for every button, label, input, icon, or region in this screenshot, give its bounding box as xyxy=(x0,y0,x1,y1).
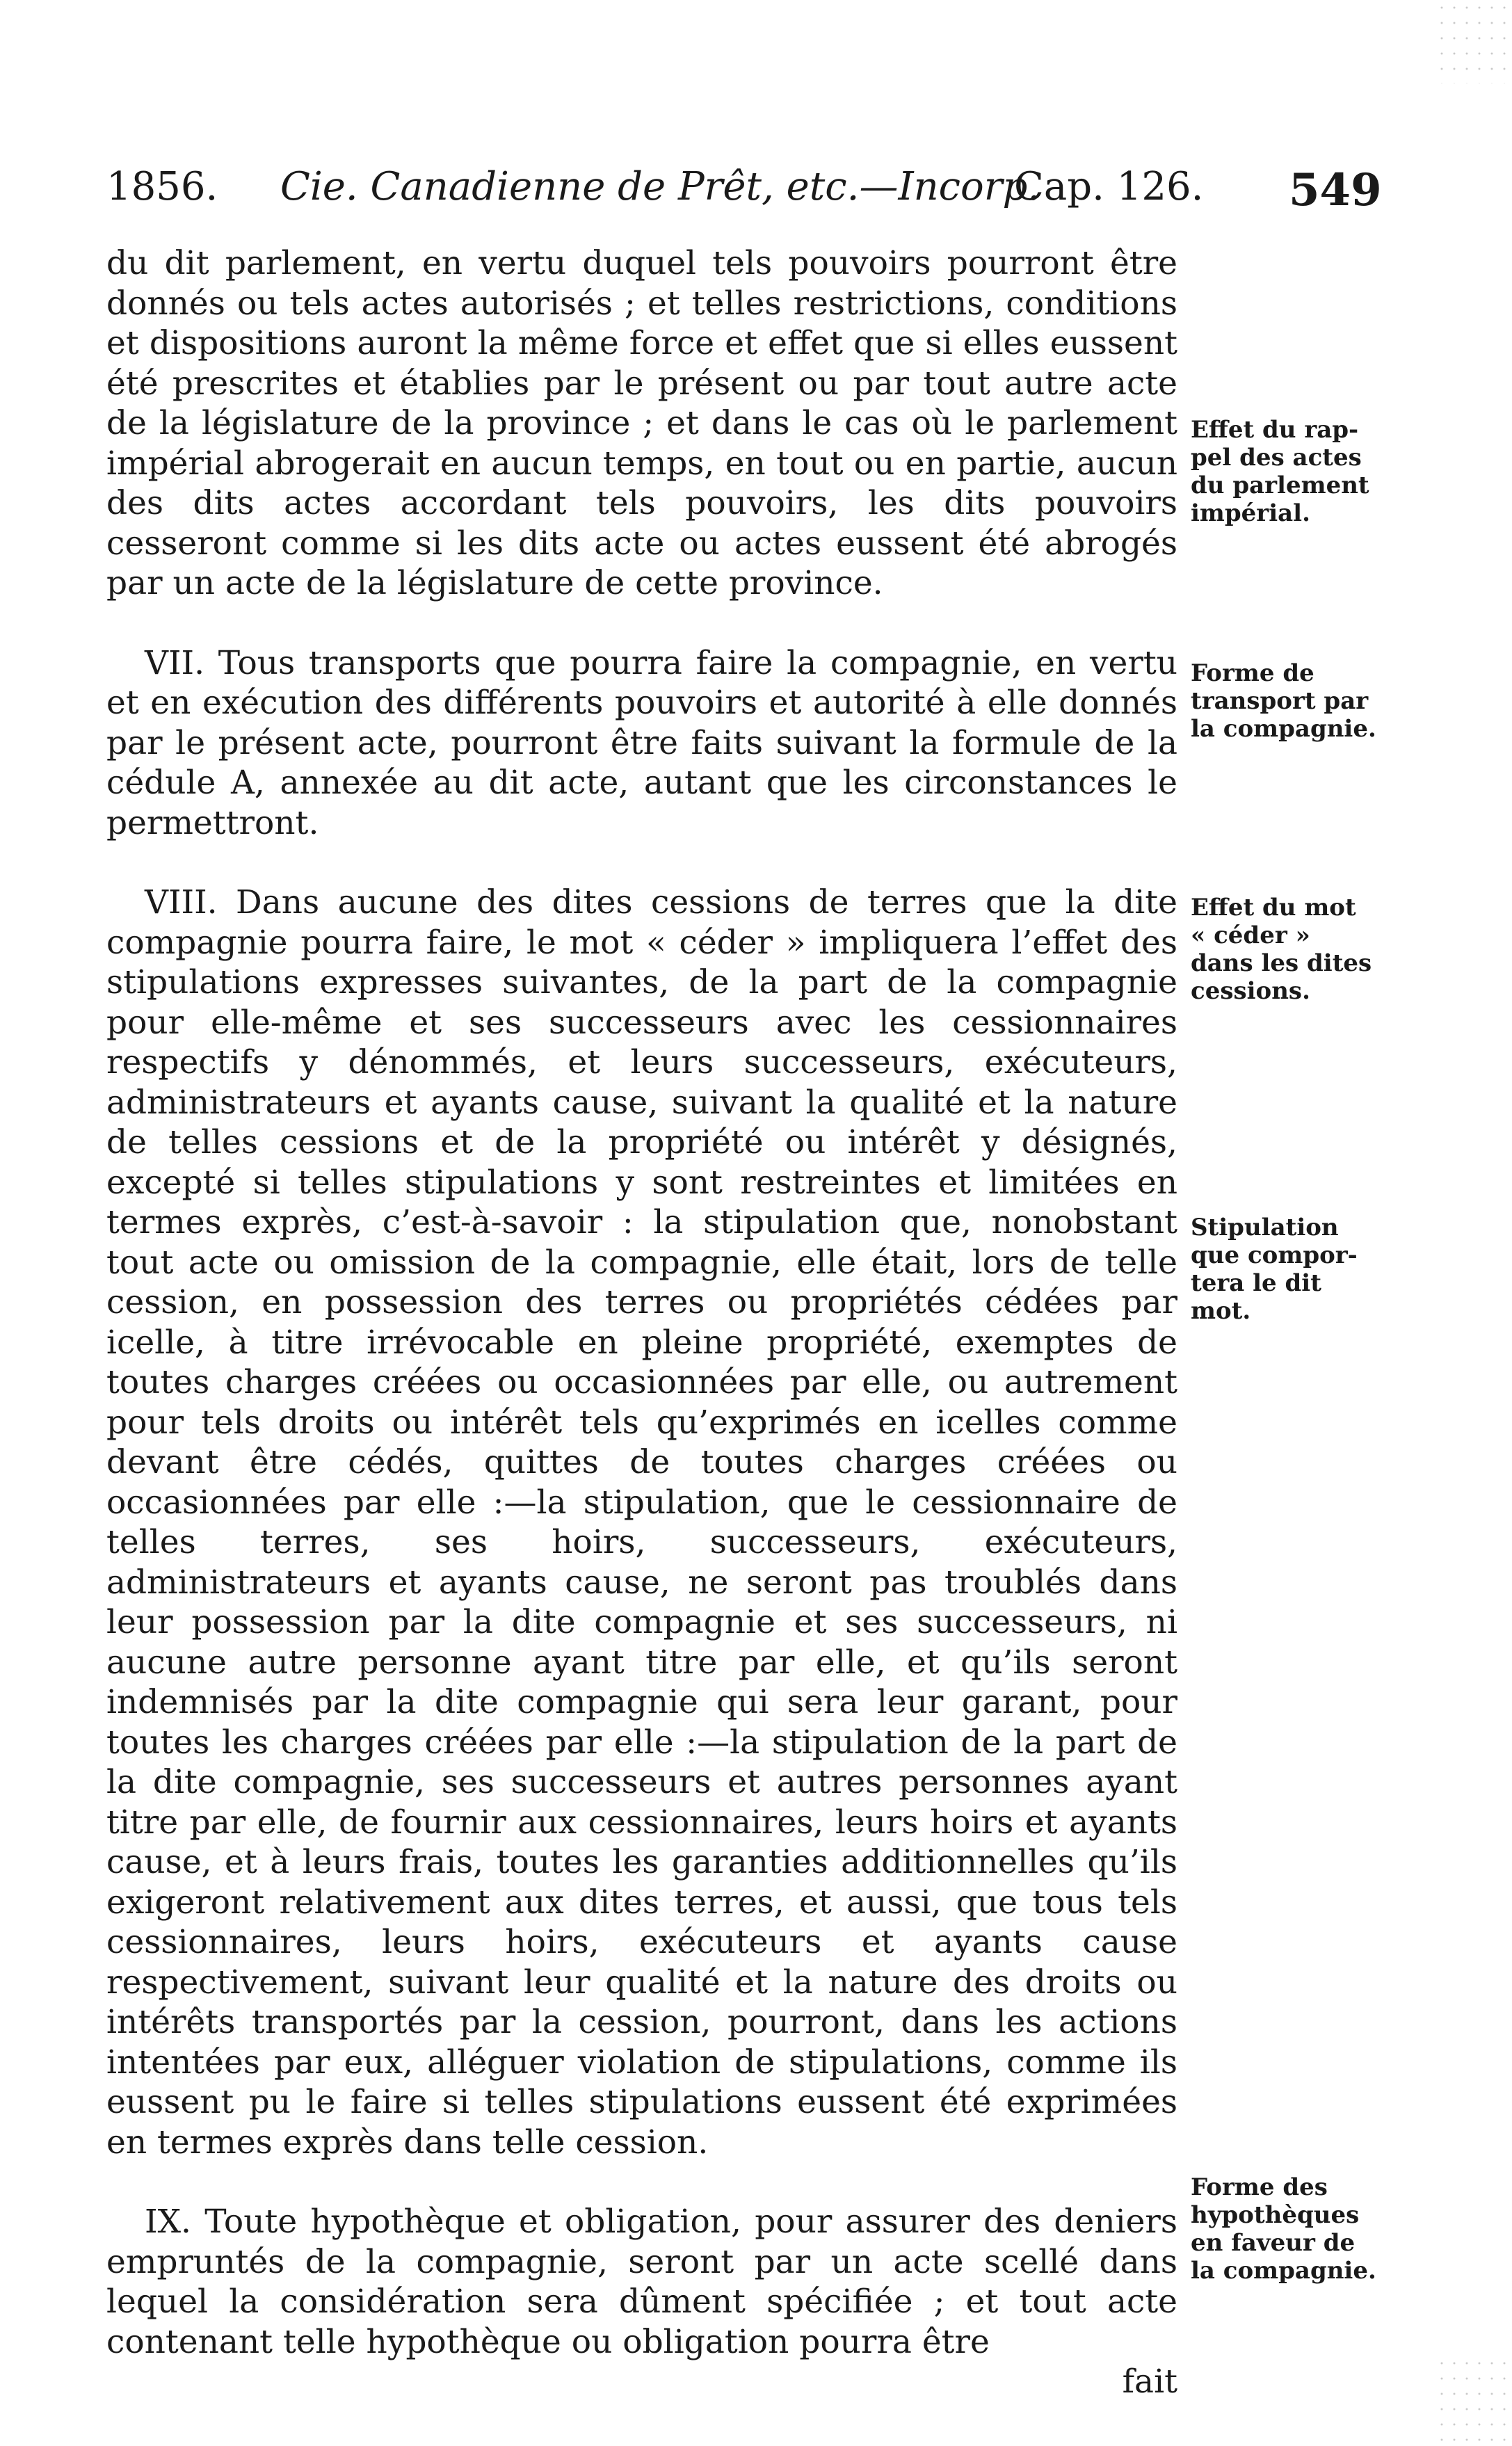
margin-note-ceder-effect: Effet du mot « céder » dans les dites cessions. xyxy=(1191,894,1372,1005)
paragraph-section-vii: VII. Tous transports que pourra faire la compagnie, en vertu et en exécution des différents pouvoirs et autorité à elle donnés par le présent acte, pourront être faits suivant la formule de la cédule A, annexée au dit acte, autant que les circonstances le permettront. xyxy=(106,643,1177,842)
paragraph-section-viii: VIII. Dans aucune des dites cessions de terres que la dite compagnie pourra faire, le mot « céder » impliquera l’effet des stipulations expresses suivantes, de la part de la compagnie pour elle-même et ses successeurs avec les cessionnaires respectifs y dénommés, et leurs successeurs, exécuteurs, administrateurs et ayants cause, suivant la qualité et la nature de telles cessions et de la propriété ou intérêt y désignés, excepté si telles stipulations y sont restreintes et limitées en termes exprès, c’est-à-savoir : la stipulation que, nonobstant tout acte ou omission de la compagnie, elle était, lors de telle cession, en possession des terres ou propriétés cédées par icelle, à titre irrévocable en pleine propriété, exemptes de toutes charges créées ou occasionnées par elle, ou autrement pour tels droits ou intérêt tels qu’exprimés en icelles comme devant être cédés, quittes de toutes charges créées ou occasionnées par elle :—la stipulation, que le cessionnaire de telles terres, ses hoirs, successeurs, exécuteurs, administrateurs et ayants cause, ne seront pas troublés dans leur possession par la dite compagnie et ses successeurs, ni aucune autre personne ayant titre par elle, et qu’ils seront indemnisés par la dite compagnie qui sera leur garant, pour toutes les charges créées par elle :—la stipulation de la part de la dite compagnie, ses successeurs et autres personnes ayant titre par elle, de fournir aux cessionnaires, leurs hoirs et ayants cause, et à leurs frais, toutes les garanties additionnelles qu’ils exigeront relativement aux dites terres, et aussi, que tous tels cessionnaires, leurs hoirs, exécuteurs et ayants cause respectivement, suivant leur qualité et la nature des droits ou intérêts transportés par la cession, pourront, dans les actions intentées par eux, alléguer violation de stipulations, comme ils eussent pu le faire si telles stipulations eussent été exprimées en termes exprès dans telle cession. xyxy=(106,883,1177,2162)
paragraph-section-ix: IX. Toute hypothèque et obligation, pour assurer des deniers empruntés de la compagnie, seront par un acte scellé dans lequel la considération sera dûment spécifiée ; et tout acte contenant telle hypothèque ou obligation pourra être xyxy=(106,2203,1177,2361)
margin-note-transport-form: Forme de transport par la compagnie. xyxy=(1191,659,1376,743)
main-text xyxy=(106,243,1177,2402)
page-number: 549 xyxy=(1289,164,1382,216)
page-header xyxy=(106,164,1382,220)
catchword: fait xyxy=(1122,2363,1177,2401)
scan-noise-top xyxy=(1435,0,1512,83)
margin-note-repeal: Effet du rap- pel des actes du parlement impérial. xyxy=(1191,416,1369,527)
header-chapter: Cap. 126. xyxy=(1014,164,1204,209)
margin-note-stipulation: Stipulation que compor- tera le dit mot. xyxy=(1191,1214,1358,1325)
margin-note-mortgage-form: Forme des hypothèques en faveur de la compagnie. xyxy=(1191,2173,1376,2285)
header-year: 1856. xyxy=(106,164,218,209)
scan-noise-bottom xyxy=(1435,2356,1512,2446)
paragraph-continuation: du dit parlement, en vertu duquel tels pouvoirs pourront être donnés ou tels actes autorisés ; et telles restrictions, conditions et dispositions auront la même force et effet que si elles eussent été prescrites et établies par le présent ou par tout autre acte de la législature de la province ; et dans le cas où le parlement impérial abrogerait en aucun temps, en tout ou en partie, aucun des dits actes accordant tels pouvoirs, les dits pouvoirs cesseront comme si les dits acte ou actes eussent été abrogés par un acte de la législature de cette province. xyxy=(106,244,1177,602)
header-title: Cie. Canadienne de Prêt, etc.—Incorp. xyxy=(280,164,1040,209)
